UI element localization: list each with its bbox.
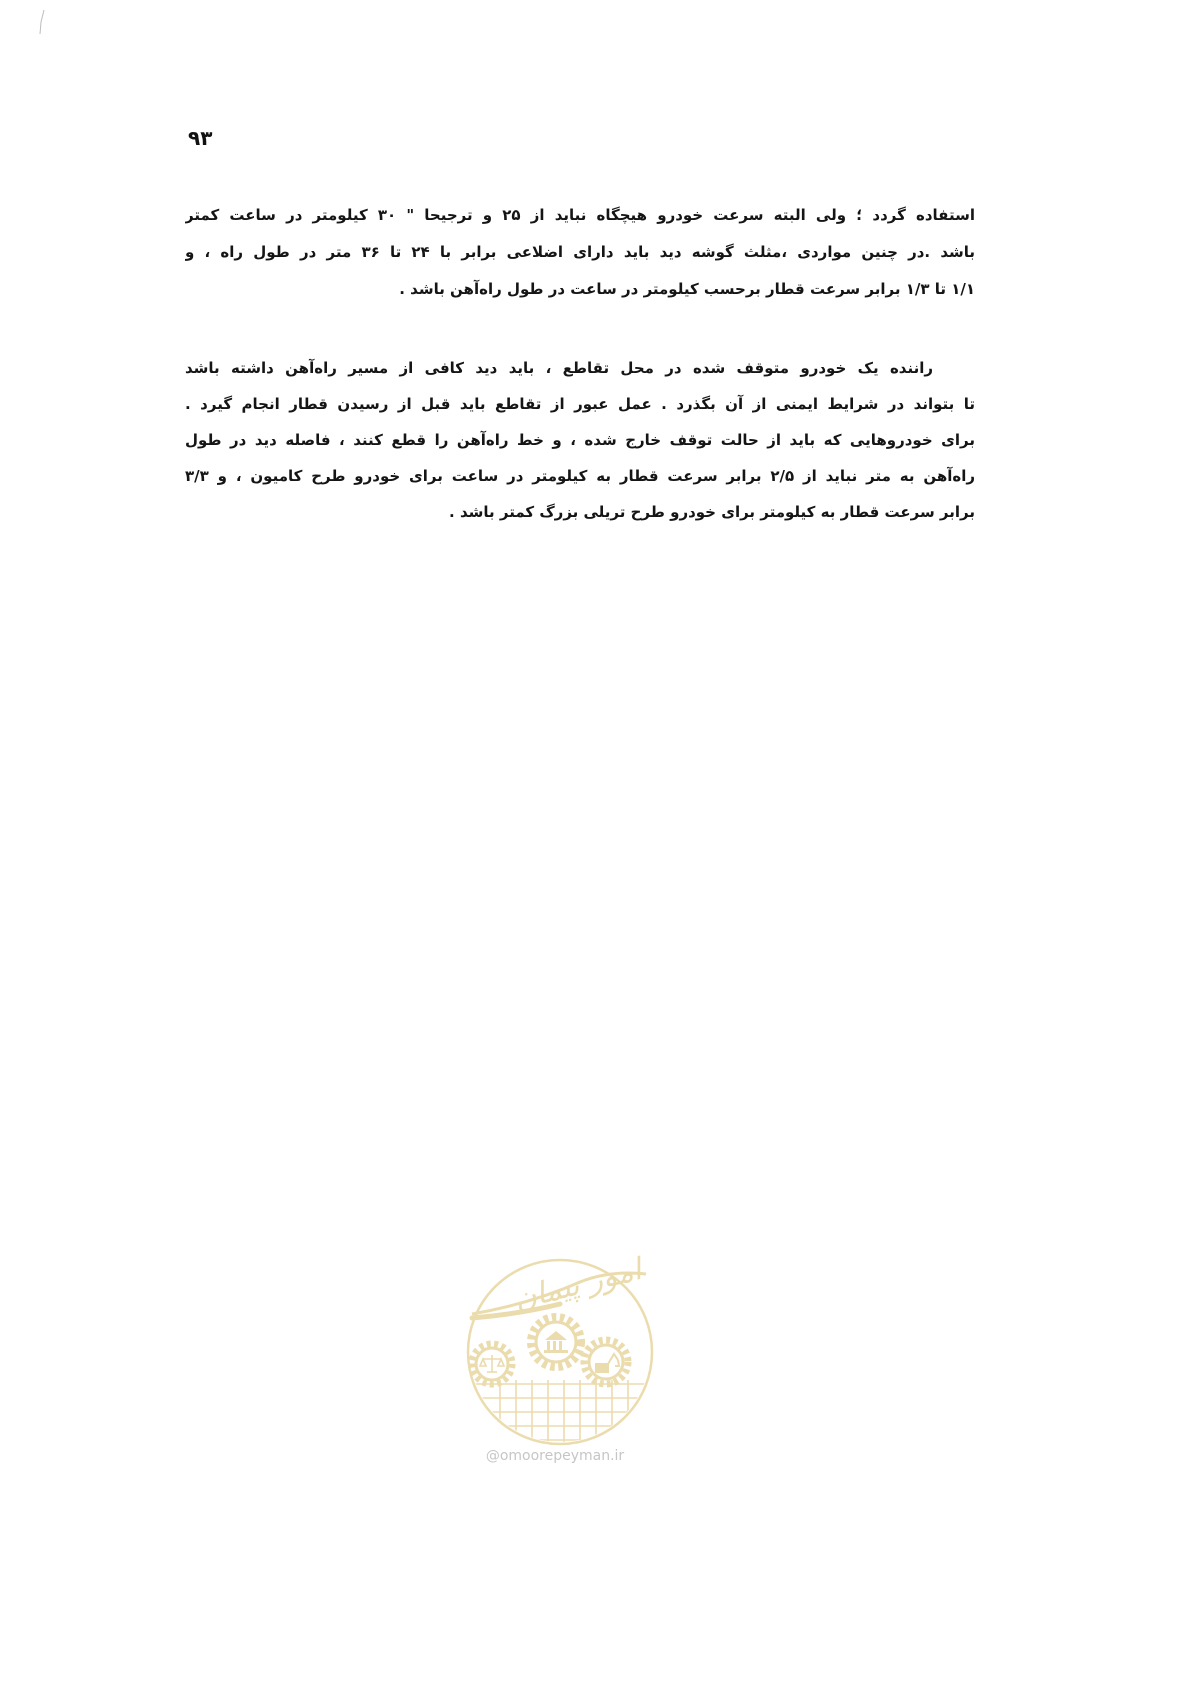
gear-icon: [531, 1317, 581, 1367]
gear-icon: [472, 1344, 512, 1384]
paragraph-line: راه‌آهن به متر نباید از ۲/۵ برابر سرعت قطار به کیلومتر در ساعت برای خودرو طرح کامیون ، و ۳/۳: [185, 467, 975, 485]
watermark-handle: @omoorepeyman.ir: [485, 1448, 625, 1464]
paragraph-line: ۱/۱ تا ۱/۳ برابر سرعت قطار برحسب کیلومتر در ساعت در طول راه‌آهن باشد .: [399, 280, 975, 298]
logo-calligraphy: امور پیمان: [510, 1252, 645, 1318]
paragraph-line: راننده یک خودرو متوقف شده در محل تقاطع ، باید دید کافی از مسیر راه‌آهن داشته باشد: [185, 359, 933, 377]
paragraph-line: استفاده گردد ؛ ولی البته سرعت خودرو هیچگاه نباید از ۲۵ و ترجیحا " ۳۰ کیلومتر در ساعت کمتر: [185, 206, 975, 224]
paragraph-line: برابر سرعت قطار به کیلومتر برای خودرو طرح تریلی بزرگ کمتر باشد .: [449, 503, 975, 521]
watermark-logo: [460, 1252, 660, 1452]
paragraph-line: تا بتواند در شرایط ایمنی از آن بگذرد . عمل عبور از تقاطع باید قبل از رسیدن قطار انجام گیرد .: [185, 395, 975, 413]
paragraph-1: [185, 197, 975, 308]
page-number: ۹۳: [188, 126, 213, 150]
gear-icon: [584, 1340, 628, 1384]
scan-mark: [36, 8, 48, 38]
paragraph-2: [185, 350, 975, 530]
paragraph-line: برای خودروهایی که باید از حالت توقف خارج شده ، و خط راه‌آهن را قطع کنند ، فاصله دید در طول: [185, 431, 975, 449]
logo-grid: [460, 1380, 660, 1452]
paragraph-line: باشد .در چنین مواردی ،مثلث گوشه دید باید دارای اضلاعی برابر با ۲۴ تا ۳۶ متر در طول راه ، و: [185, 243, 975, 261]
